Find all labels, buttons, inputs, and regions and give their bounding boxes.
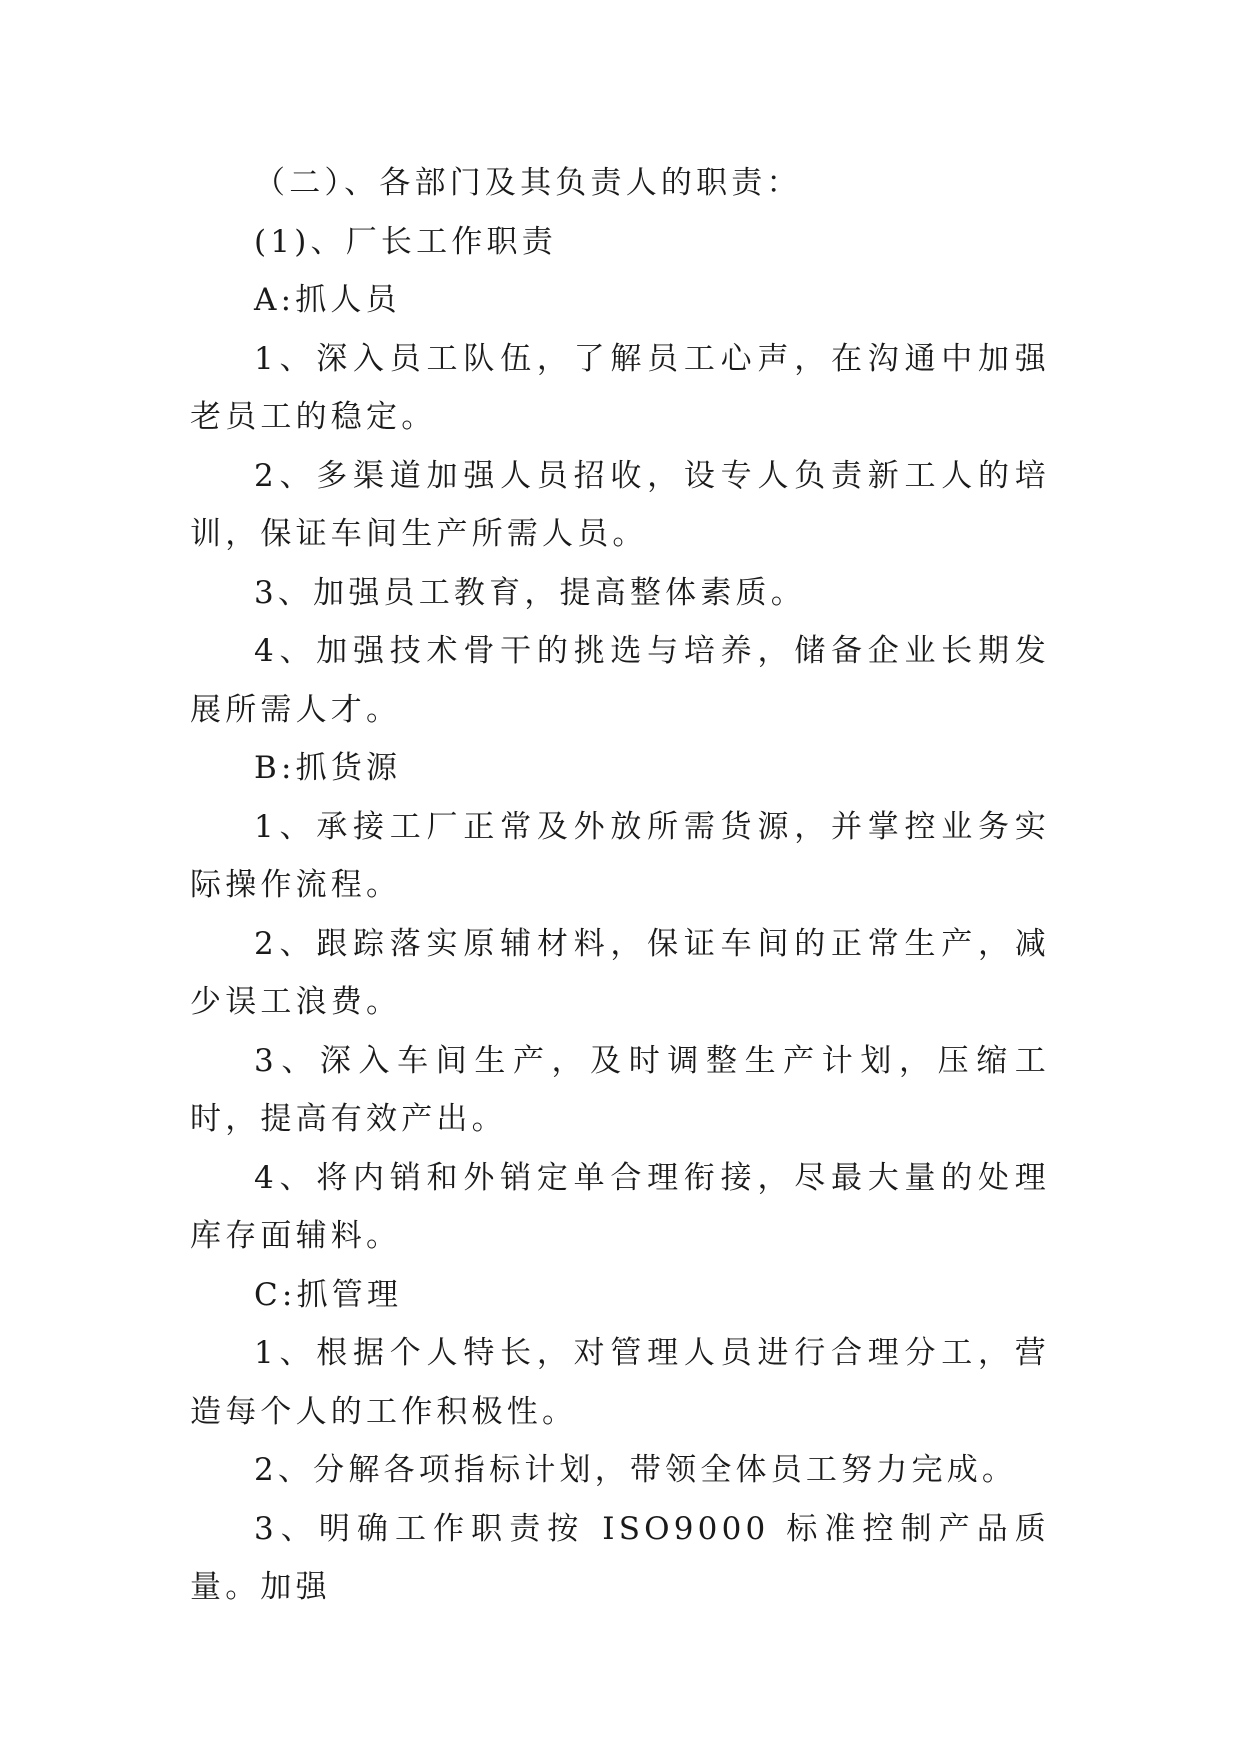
list-item: 1、深入员工队伍，了解员工心声，在沟通中加强老员工的稳定。 <box>190 340 1050 435</box>
list-item: 4、将内销和外销定单合理衔接，尽最大量的处理库存面辅料。 <box>190 1159 1050 1254</box>
list-item: 1、承接工厂正常及外放所需货源，并掌控业务实际操作流程。 <box>190 808 1050 903</box>
section-heading: （二）、各部门及其负责人的职责： <box>254 165 802 201</box>
list-item: 1、根据个人特长，对管理人员进行合理分工，营造每个人的工作积极性。 <box>190 1335 1050 1430</box>
subsection-heading: (1)、厂长工作职责 <box>254 223 557 260</box>
document-body <box>190 154 1050 1617</box>
list-item: 4、加强技术骨干的挑选与培养，储备企业长期发展所需人才。 <box>190 633 1050 728</box>
category-heading-c: C:抓管理 <box>254 1276 403 1313</box>
list-item: 3、深入车间生产，及时调整生产计划，压缩工时，提高有效产出。 <box>190 1042 1050 1137</box>
list-item: 3、加强员工教育，提高整体素质。 <box>254 574 806 611</box>
category-heading-b: B:抓货源 <box>254 750 402 786</box>
list-item: 2、跟踪落实原辅材料，保证车间的正常生产，减少误工浪费。 <box>190 925 1050 1020</box>
list-item: 3、明确工作职责按 ISO9000 标准控制产品质量。加强 <box>190 1510 1050 1605</box>
category-heading-a: A:抓人员 <box>254 282 401 318</box>
list-item: 2、多渠道加强人员招收，设专人负责新工人的培训，保证车间生产所需人员。 <box>190 457 1050 552</box>
list-item: 2、分解各项指标计划，带领全体员工努力完成。 <box>254 1452 1018 1488</box>
